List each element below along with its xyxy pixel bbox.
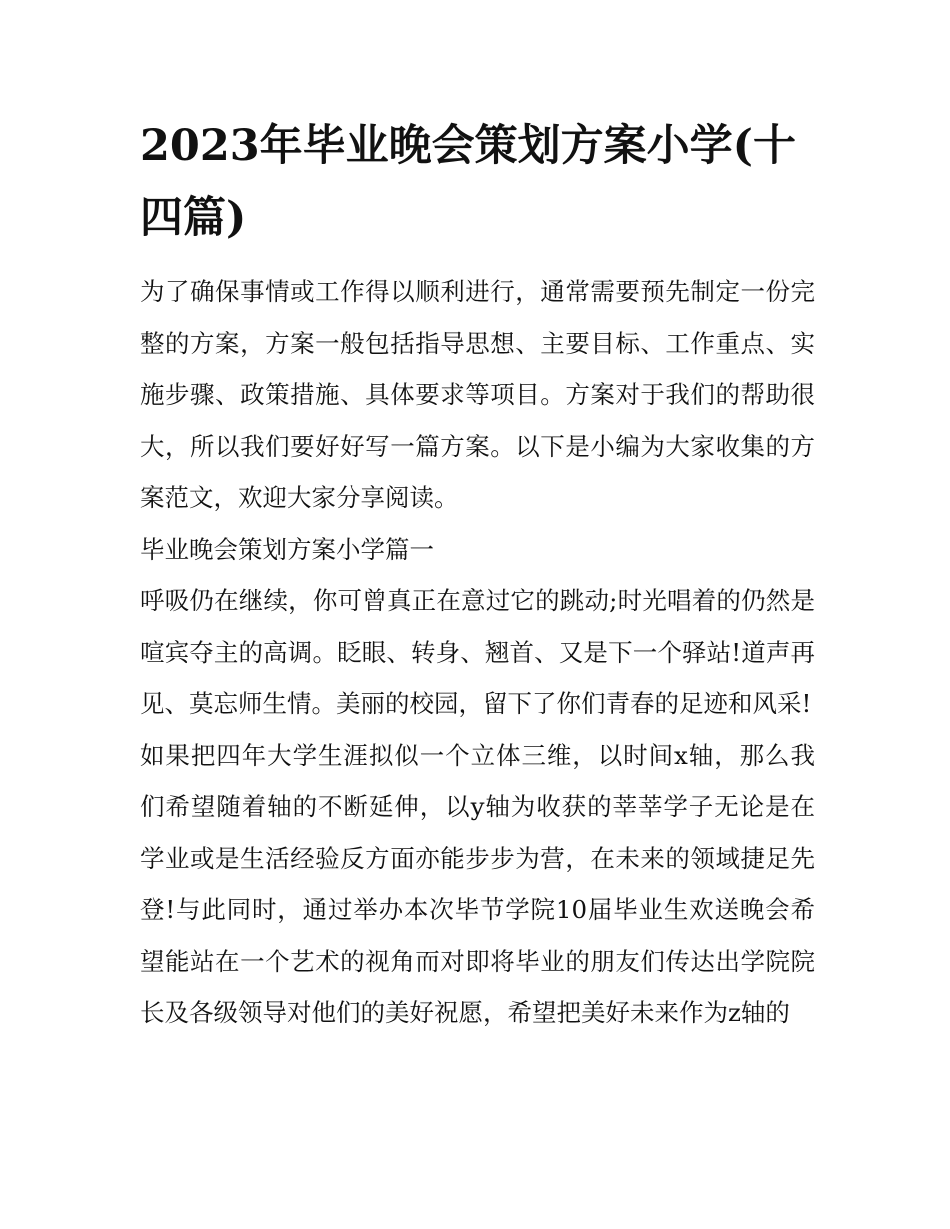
section-heading: 毕业晚会策划方案小学篇一 — [140, 534, 434, 564]
document-page — [140, 110, 815, 1039]
intro-paragraph: 为了确保事情或工作得以顺利进行，通常需要预先制定一份完整的方案，方案一般包括指导思想、主要目标、工作重点、实施步骤、政策措施、具体要求等项目。方案对于我们的帮助很大，所以我们要好好写一篇方案。以下是小编为大家收集的方案范文，欢迎大家分享阅读。 — [140, 277, 815, 512]
body-paragraph-1: 呼吸仍在继续，你可曾真正在意过它的跳动;时光唱着的仍然是喧宾夺主的高调。眨眼、转身、翘首、又是下一个驿站!道声再见、莫忘师生情。美丽的校园，留下了你们青春的足迹和风采! — [140, 586, 815, 718]
document-title: 2023年毕业晚会策划方案小学(十四篇) — [140, 121, 797, 243]
body-paragraph-2: 如果把四年大学生涯拟似一个立体三维，以时间x轴，那么我们希望随着轴的不断延伸，以y轴为收获的莘莘学子无论是在学业或是生活经验反方面亦能步步为营，在未来的领域捷足先登!与此同时，通过举办本次毕节学院10届毕业生欢送晚会希望能站在一个艺术的视角而对即将毕业的朋友们传达出学院院长及各级领导对他们的美好祝愿，希望把美好未来作为z轴的 — [140, 740, 815, 1027]
